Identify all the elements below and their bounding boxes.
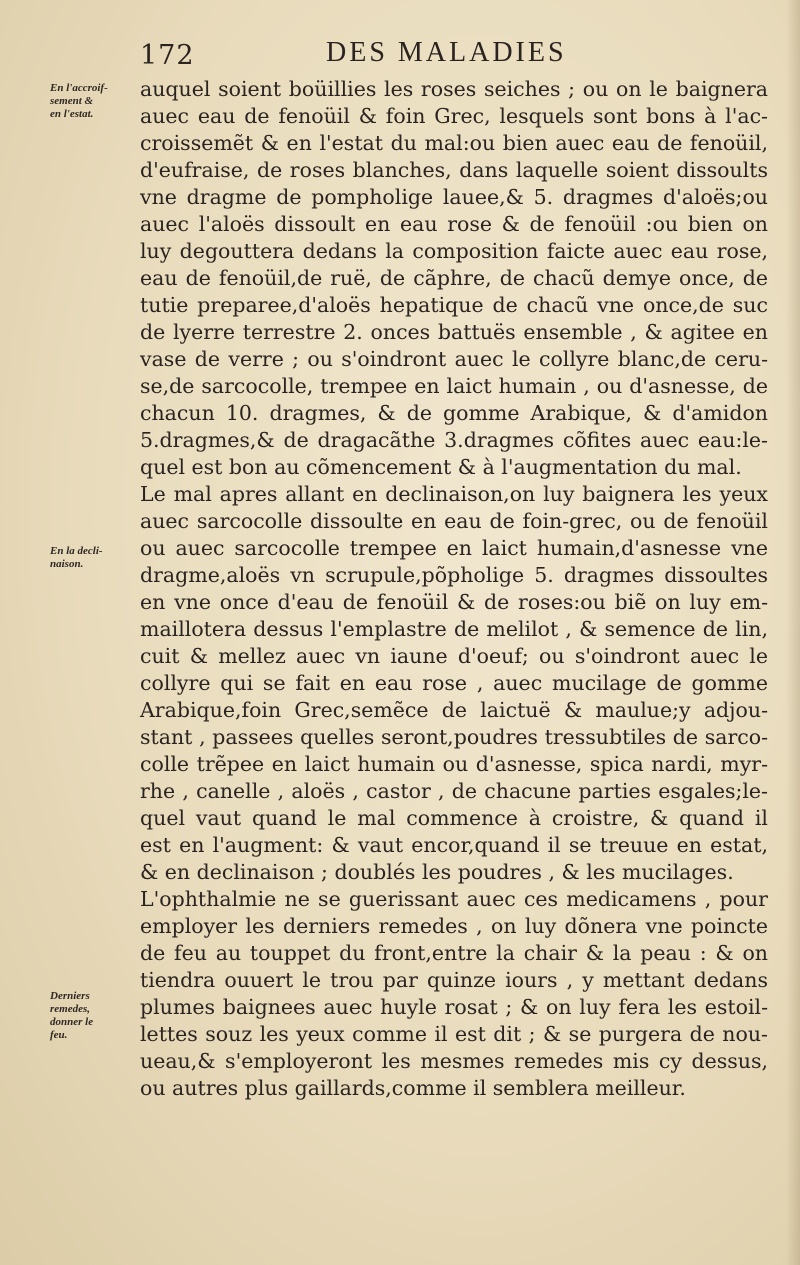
text-line: chacun 10. dragmes, & de gomme Arabique, & d'amidon [140, 401, 768, 425]
text-line: 5.dragmes,& de dragacãthe 3.dragmes cõfites auec eau:le- [140, 428, 768, 452]
side-note-line: Derniers [50, 990, 90, 1002]
text-line: lettes souz les yeux comme il est dit ; & se purgera de nou- [140, 1022, 768, 1046]
text-line: collyre qui se fait en eau rose , auec mucilage de gomme [140, 671, 768, 695]
text-line: tutie preparee,d'aloës hepatique de chacũ vne once,de suc [140, 293, 768, 317]
text-line: tiendra ouuert le trou par quinze iours , y mettant dedans [140, 968, 768, 992]
text-line: croissemẽt & en l'estat du mal:ou bien auec eau de fenoüil, [140, 131, 768, 155]
text-line: luy degouttera dedans la composition faicte auec eau rose, [140, 239, 768, 263]
text-line: de feu au touppet du front,entre la chair & la peau : & on [140, 941, 768, 965]
body-text [140, 76, 768, 1102]
side-note-derniers-remedes [50, 990, 142, 1042]
text-line: auec eau de fenoüil & foin Grec, lesquels sont bons à l'ac- [140, 104, 768, 128]
side-note-line: naison. [50, 558, 84, 570]
text-line: rhe , canelle , aloës , castor , de chacune parties esgales;le- [140, 779, 768, 803]
text-line: en vne once d'eau de fenoüil & de roses:ou biẽ on luy em- [140, 590, 768, 614]
side-note-line: feu. [50, 1029, 68, 1041]
text-line: maillotera dessus l'emplastre de melilot , & semence de lin, [140, 617, 768, 641]
text-line: se,de sarcocolle, trempee en laict humain , ou d'asnesse, de [140, 374, 768, 398]
side-note-line: donner le [50, 1016, 94, 1028]
text-line: stant , passees quelles seront,poudres tressubtiles de sarco- [140, 725, 768, 749]
text-line: Arabique,foin Grec,semẽce de laictuë & maulue;y adjou- [140, 698, 768, 722]
text-line: & en declinaison ; doublés les poudres , & les mucilages. [140, 860, 734, 884]
text-line: d'eufraise, de roses blanches, dans laquelle soient dissoults [140, 158, 768, 182]
text-line: dragme,aloës vn scrupule,põpholige 5. dragmes dissoultes [140, 563, 768, 587]
text-line: ou autres plus gaillards,comme il semblera meilleur. [140, 1076, 686, 1100]
text-line: L'ophthalmie ne se guerissant auec ces medicamens , pour [140, 887, 768, 911]
text-line: employer les derniers remedes , on luy dõnera vne poincte [140, 914, 768, 938]
text-line: quel est bon au cõmencement & à l'augmentation du mal. [140, 455, 742, 479]
side-note-line: en l'estat. [50, 108, 94, 120]
text-line: ueau,& s'employeront les mesmes remedes mis cy dessus, [140, 1049, 768, 1073]
side-note-declinaison [50, 545, 142, 571]
text-line: de lyerre terrestre 2. onces battuës ensemble , & agitee en [140, 320, 768, 344]
side-note-line: En la decli- [50, 545, 103, 557]
side-note-line: sement & [50, 95, 94, 107]
text-line: est en l'augment: & vaut encor,quand il se treuue en estat, [140, 833, 768, 857]
side-note-accroissement [50, 82, 142, 121]
side-note-line: remedes, [50, 1003, 91, 1015]
page-number: 172 [140, 40, 195, 71]
text-line: ou auec sarcocolle trempee en laict humain,d'asnesse vne [140, 536, 768, 560]
text-line: auec l'aloës dissoult en eau rose & de fenoüil :ou bien on [140, 212, 768, 236]
text-line: vase de verre ; ou s'oindront auec le collyre blanc,de ceru- [140, 347, 768, 371]
text-line: auquel soient boüillies les roses seiches ; ou on le baignera [140, 77, 768, 101]
side-note-line: En l'accroif- [50, 82, 108, 94]
text-line: plumes baignees auec huyle rosat ; & on luy fera les estoil- [140, 995, 768, 1019]
text-line: colle trẽpee en laict humain ou d'asnesse, spica nardi, myr- [140, 752, 768, 776]
text-line: quel vaut quand le mal commence à croistre, & quand il [140, 806, 768, 830]
running-head: DES MALADIES [326, 37, 567, 68]
text-line: vne dragme de pompholige lauee,& 5. dragmes d'aloës;ou [140, 185, 768, 209]
text-line: Le mal apres allant en declinaison,on luy baignera les yeux [140, 482, 768, 506]
text-line: auec sarcocolle dissoulte en eau de foin-grec, ou de fenoüil [140, 509, 768, 533]
text-line: eau de fenoüil,de ruë, de cãphre, de chacũ demye once, de [140, 266, 768, 290]
text-line: cuit & mellez auec vn iaune d'oeuf; ou s'oindront auec le [140, 644, 768, 668]
